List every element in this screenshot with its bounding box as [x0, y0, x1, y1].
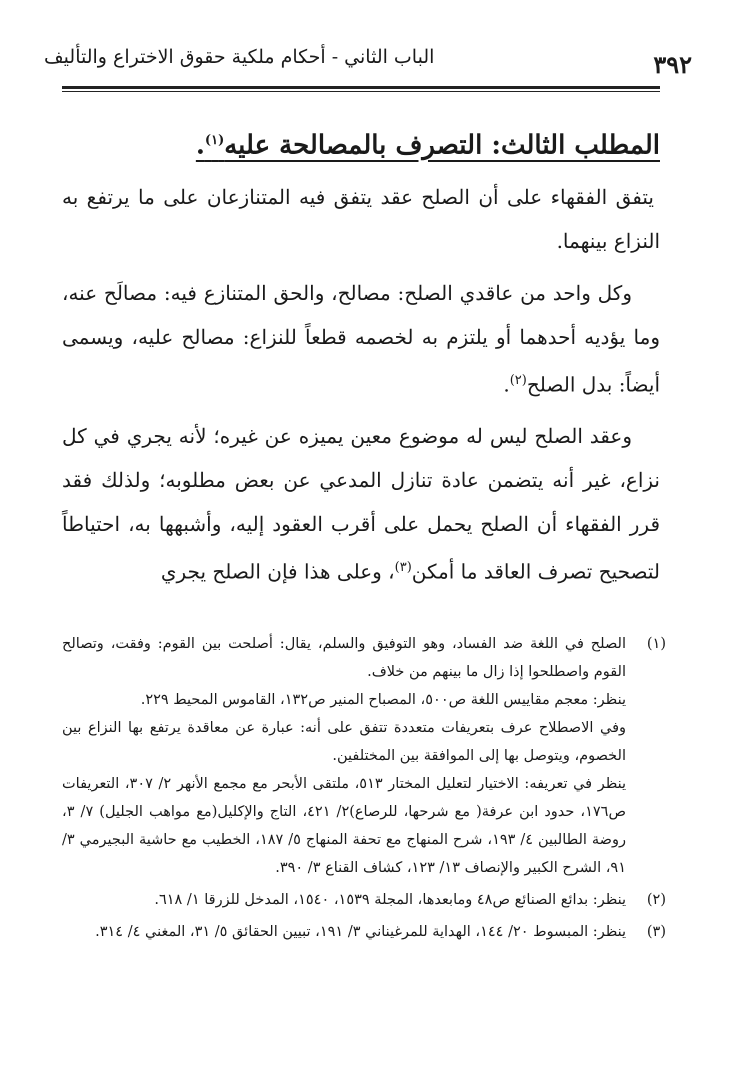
header-rule-thick: [62, 86, 660, 89]
paragraph-2-text: وكل واحد من عاقدي الصلح: مصالح، والحق المتنازع فيه: مصالَح عنه، وما يؤديه أحدهما أو يلتزم به لخصمه قطعاً للنزاع: مصالح عليه، ويسمى أيضاً: بدل الصلح: [62, 280, 660, 397]
paragraph-2: [62, 271, 660, 407]
footnote-ref-1: (١): [204, 133, 225, 148]
page-number: ٣٩٢: [653, 50, 692, 79]
footnote-3: [62, 918, 666, 946]
page-header: [40, 42, 696, 82]
paragraph-3-end: ، وعلى هذا فإن الصلح يجري: [160, 559, 395, 584]
paragraph-3-text: وعقد الصلح ليس له موضوع معين يميزه عن غيره؛ لأنه يجري في كل نزاع، غير أنه يتضمن عادة تنازل المدعي عن بعض مطلوبه؛ ولذلك فقد قرر الفقهاء أن الصلح يحمل على أقرب العقود إليه، وأشبهها به، احتياطاً لتصحيح تصرف العاقد ما أمكن: [62, 424, 661, 584]
footnote-marker: (٢): [646, 892, 666, 908]
footnote-2: [62, 886, 666, 914]
header-rule-thin: [62, 91, 660, 92]
footnote-marker: (١): [646, 636, 666, 652]
paragraph-2-end: .: [503, 372, 510, 397]
paragraph-3: [62, 414, 660, 594]
section-heading-text: المطلب الثالث: التصرف بالمصالحة عليه: [224, 130, 660, 161]
footnote-line: ينظر في تعريفه: الاختيار لتعليل المختار ٥١٣، ملتقى الأبحر مع مجمع الأنهر ٢/ ٣٠٧، التعريفات ص١٧٦، حدود ابن عرفة( مع شرحها، للرصاع)٢/ ٤٢١، التاج والإكليل(مع مواهب الجليل) ٧/ ٣، روضة الطالبين ٤/ ١٩٣، شرح المنهاج مع تحفة المنهاج ٥/ ١٨٧، الخطيب مع حاشية البجيرمي ٣/ ٩١، الشرح الكبير والإنصاف ١٣/ ١٢٣، كشاف القناع ٣/ ٣٩٠.: [62, 776, 627, 876]
footnote-line: ينظر: معجم مقاييس اللغة ص٥٠٠، المصباح المنير ص١٣٢، القاموس المحيط ٢٢٩.: [140, 692, 626, 708]
footnote-body: [62, 630, 626, 882]
footnote-body: [62, 886, 626, 914]
footnote-ref-2: (٢): [509, 372, 527, 388]
main-text: [62, 118, 660, 602]
footnote-line: الصلح في اللغة ضد الفساد، وهو التوفيق والسلم، يقال: أصلحت بين القوم: وفقت، وتصالح القوم واصطلحوا إذا زال ما بينهم من خلاف.: [62, 636, 626, 680]
footnote-body: [62, 918, 626, 946]
section-heading: المطلب الثالث: التصرف بالمصالحة عليه$^{(١)}$.: [195, 130, 660, 161]
paragraph-1: يتفق الفقهاء على أن الصلح عقد يتفق فيه المتنازعان على ما يرتفع به النزاع بينهما.: [62, 184, 660, 253]
footnote-ref-3: (٣): [394, 560, 412, 576]
footnote-line: ينظر: المبسوط ٢٠/ ١٤٤، الهداية للمرغيناني ٣/ ١٩١، تبيين الحقائق ٥/ ٣١، المغني ٤/ ٣١٤.: [95, 924, 626, 940]
footnote-line: ينظر: بدائع الصنائع ص٤٨ ومابعدها، المجلة ١٥٣٩، ١٥٤٠، المدخل للزرقا ١/ ٦١٨.: [154, 892, 626, 908]
footnotes: [62, 630, 666, 950]
running-title: الباب الثاني - أحكام ملكية حقوق الاختراع والتأليف: [44, 46, 435, 68]
footnote-marker: (٣): [646, 924, 666, 940]
footnote-line: وفي الاصطلاح عرف بتعريفات متعددة تتفق على أنه: عبارة عن معاقدة يرتفع بها النزاع بين الخصوم، ويتوصل بها إلى الموافقة بين المختلفين.: [62, 720, 626, 764]
footnote-1: [62, 630, 666, 882]
